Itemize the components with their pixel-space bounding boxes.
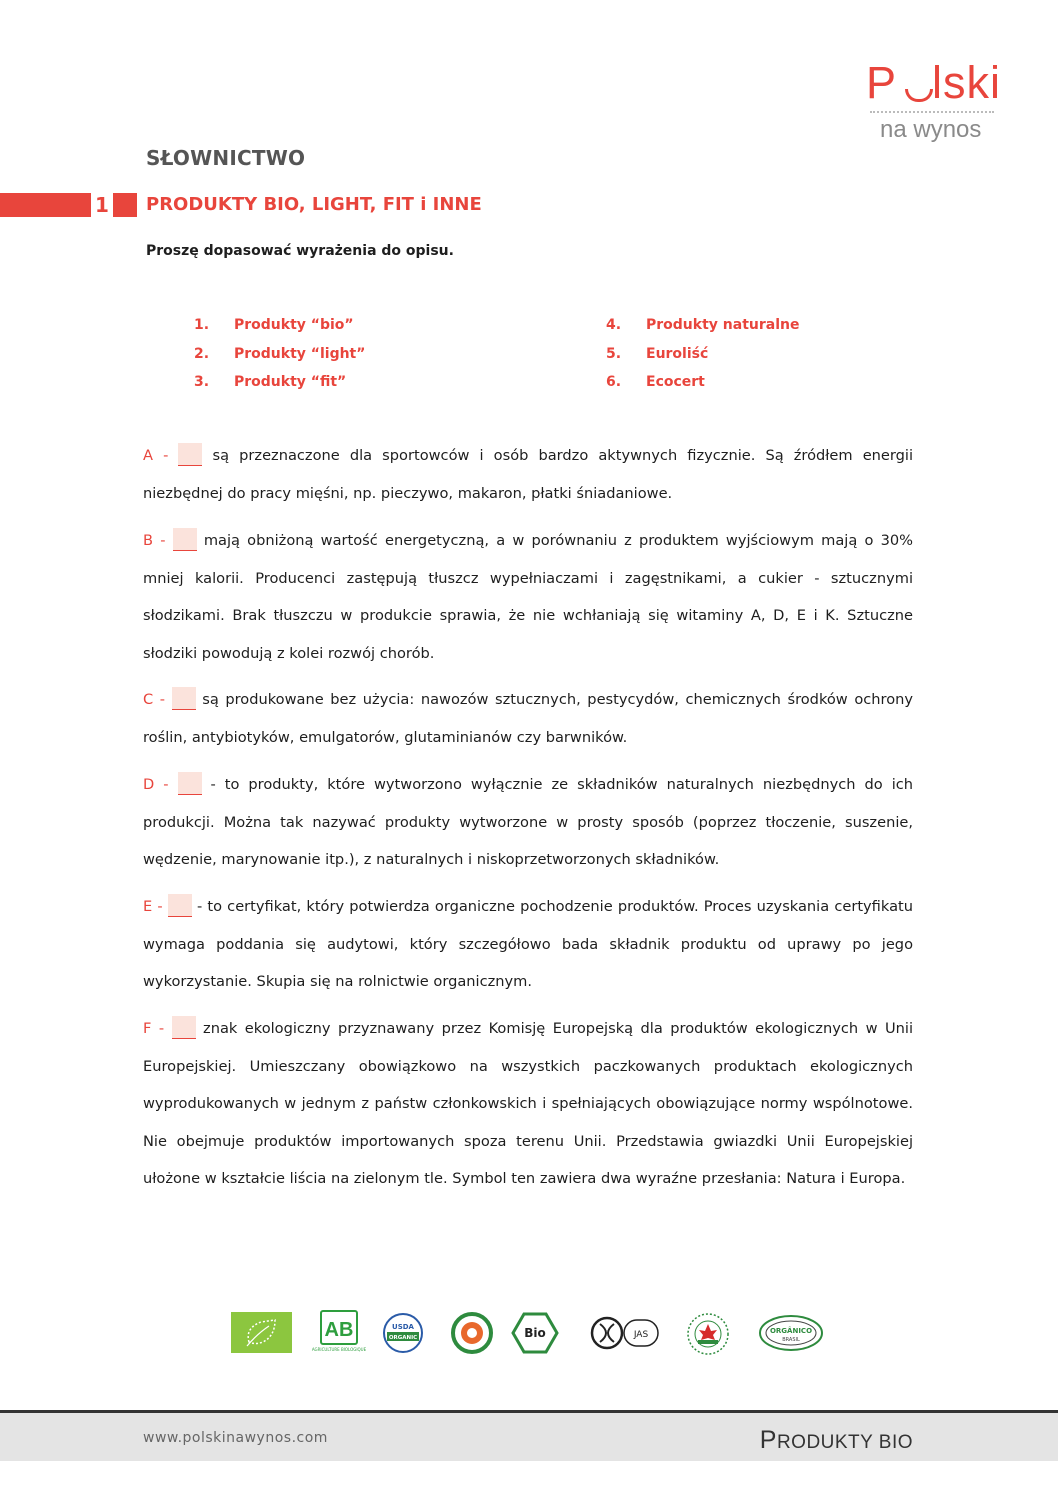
canada-organic-icon (686, 1312, 730, 1356)
paragraph-a: A - są przeznaczone dla sportowców i osób bardzo aktywnych fizycznie. Są źródłem energii niezbędnej do pracy mięśni, np. pieczywo, makaron, płatki śniadaniowe. (143, 437, 913, 512)
agriculture-biologique-icon (311, 1310, 367, 1355)
option-4: 4. Produkty naturalne (606, 317, 800, 333)
answer-blank[interactable] (168, 894, 192, 917)
option-2: 2. Produkty “light” (194, 346, 366, 362)
logo-subtitle: na wynos (880, 116, 982, 143)
option-6: 6. Ecocert (606, 374, 705, 390)
svg-text:ORGÂNICO: ORGÂNICO (769, 1327, 813, 1335)
bio-siegel-icon (512, 1312, 558, 1354)
paragraph-e: E - - to certyfikat, który potwierdza organiczne pochodzenie produktów. Proces uzyskania certyfikatu wymaga poddania się audytowi, który szczegółowo bada składnik produktu od uprawy po jego wykorzystanie. Skupia się na rolnictwie organicznym. (143, 888, 913, 1001)
logo-wordmark: P lski (866, 57, 1001, 108)
paragraph-f: F - znak ekologiczny przyznawany przez Komisję Europejską dla produktów ekologicznych w Unii Europejskiej. Umieszczany obowiązkowo na wszystkich paczkowanych produktach ekologicznych wyprodukowanych w jednym z państw członkowskich i spełniających obowiązujące normy wspólnotowe. Nie obejmuje produktów importowanych spoza terenu Unii. Przedstawia gwiazdki Unii Europejskiej ułożone w kształcie liścia na zielonym tle. Symbol ten zawiera dwa wyraźne przesłania: Natura i Europa. (143, 1010, 913, 1198)
organic-seal-icon (451, 1312, 493, 1354)
paragraph-letter: C - (143, 691, 166, 708)
paragraph-letter: F - (143, 1020, 165, 1037)
section-number: 1 (95, 193, 109, 217)
option-5: 5. Euroliść (606, 346, 709, 362)
answer-blank[interactable] (178, 443, 202, 466)
section-square (113, 193, 137, 217)
option-1: 1. Produkty “bio” (194, 317, 354, 333)
logo-divider (870, 111, 994, 113)
instruction: Proszę dopasować wyrażenia do opisu. (146, 243, 454, 259)
answer-blank[interactable] (178, 772, 202, 795)
paragraph-c: C - są produkowane bez użycia: nawozów sztucznych, pestycydów, chemicznych środków ochrony roślin, antybiotyków, emulgatorów, glutaminianów czy barwników. (143, 681, 913, 756)
usda-organic-icon (382, 1312, 424, 1354)
paragraph-letter: A - (143, 447, 169, 464)
eu-organic-leaf-icon (231, 1312, 292, 1353)
answer-blank[interactable] (173, 528, 197, 551)
svg-text:ORGANIC: ORGANIC (388, 1335, 418, 1341)
paragraph-letter: B - (143, 532, 166, 549)
section-bar (0, 193, 91, 217)
paragraph-letter: D - (143, 776, 169, 793)
organico-brasil-icon (758, 1314, 824, 1352)
option-3: 3. Produkty “fit” (194, 374, 347, 390)
svg-text:BRASIL: BRASIL (782, 1337, 800, 1343)
svg-text:AGRICULTURE BIOLOGIQUE: AGRICULTURE BIOLOGIQUE (311, 1347, 367, 1352)
brand-logo (866, 57, 1001, 143)
certification-logos (0, 1310, 1058, 1355)
smile-icon (905, 89, 933, 102)
svg-text:Bio: Bio (524, 1326, 546, 1340)
section-title: PRODUKTY BIO, LIGHT, FIT i INNE (146, 194, 482, 215)
jas-organic-icon (590, 1316, 660, 1350)
paragraph-d: D - - to produkty, które wytworzono wyłącznie ze składników naturalnych niezbędnych do ich produkcji. Można tak nazywać produkty wytworzone w prosty sposób (poprzez tłoczenie, suszenie, wędzenie, marynowanie itp.), z naturalnych i niskoprzetworzonych składników. (143, 766, 913, 879)
svg-text:USDA: USDA (392, 1323, 414, 1331)
svg-text:JAS: JAS (633, 1330, 649, 1340)
paragraph-b: B - mają obniżoną wartość energetyczną, a w porównaniu z produktem wyjściowym mają o 30% mniej kalorii. Producenci zastępują tłuszcz wypełniaczami i zagęstnikami, a cukier - sztucznymi słodzikami. Brak tłuszczu w produkcie sprawia, że nie wchłaniają się witaminy A, D, E i K. Sztuczne słodziki powodują z kolei rozwój chorób. (143, 522, 913, 672)
answer-blank[interactable] (172, 1016, 196, 1039)
paragraph-letter: E - (143, 898, 163, 915)
footer-title: PRODUKTY BIO (759, 1426, 913, 1454)
footer-url[interactable]: www.polskinawynos.com (143, 1430, 328, 1446)
page-heading: SŁOWNICTWO (146, 146, 306, 170)
answer-blank[interactable] (172, 687, 196, 710)
svg-text:AB: AB (324, 1319, 354, 1341)
